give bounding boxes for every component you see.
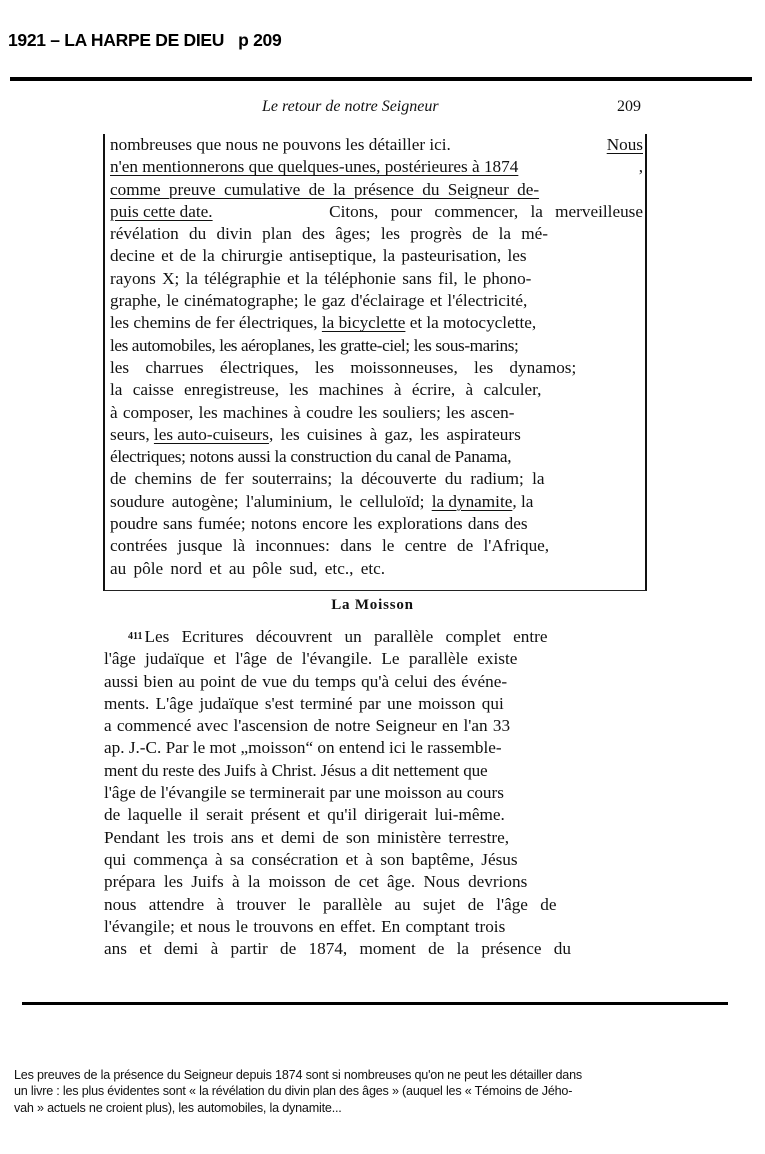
top-divider (10, 77, 752, 81)
text-span: soudure autogène; l'aluminium, le celluloïd; (110, 491, 432, 511)
text-span: contrées jusque là inconnues: dans le centre de l'Afrique, (110, 536, 550, 556)
text-line (104, 804, 639, 826)
underlined-text: Nous (606, 135, 643, 154)
text-span: l'évangile; et nous le trouvons en effet. En comptant trois (104, 916, 506, 936)
text-span: au pôle nord et au pôle sud, etc., etc. (110, 558, 386, 578)
text-line (110, 245, 643, 267)
page-number: 209 (617, 98, 641, 115)
text-span: et la motocyclette, (405, 313, 537, 333)
editorial-footnote (14, 1067, 744, 1116)
text-span: nombreuses que nous ne pouvons les détailler ici. (110, 135, 451, 154)
text-line (110, 446, 643, 468)
text-line (110, 535, 643, 557)
underlined-text: les auto-cuiseurs (153, 424, 269, 444)
bottom-divider (22, 1002, 728, 1005)
text-line (104, 737, 639, 759)
text-line (104, 782, 639, 804)
text-span: , les cuisines à gaz, les aspirateurs (268, 424, 521, 444)
text-span: a commencé avec l'ascension de notre Seigneur en l'an 33 (104, 716, 511, 736)
text-line (110, 513, 643, 535)
section-title (0, 597, 765, 614)
text-line (110, 402, 643, 424)
text-span: ment du reste des Juifs à Christ. Jésus a dit nettement que (104, 760, 488, 780)
text-line (110, 179, 643, 201)
text-span: ap. J.-C. Par le mot „moisson“ on entend ici le rassemble- (104, 738, 502, 758)
text-line (104, 871, 639, 893)
header-page-ref: p 209 (238, 30, 282, 50)
text-span: ments. L'âge judaïque s'est terminé par une moisson qui (104, 693, 504, 713)
underlined-text: n'en mentionnerons que quelques-unes, postérieures à 1874 (110, 157, 519, 177)
text-span: les automobiles, les aéroplanes, les gratte-ciel; les sous-marins; (110, 335, 519, 355)
text-span: de laquelle il serait présent et qu'il dirigerait lui-même. (104, 805, 505, 825)
text-span: poudre sans fumée; notons encore les explorations dans des (110, 514, 528, 534)
text-span: prépara les Juifs à la moisson de cet âge. Nous devrions (104, 872, 528, 892)
text-span: ans et demi à partir de 1874, moment de la présence du (104, 939, 571, 959)
text-line (110, 424, 643, 446)
underlined-text: comme preuve cumulative de la présence du Seigneur de- (110, 179, 540, 199)
text-line (110, 468, 643, 490)
text-span: à composer, les machines à coudre les souliers; les ascen- (110, 402, 515, 422)
text-line (110, 357, 643, 379)
body-paragraph (104, 626, 639, 960)
footnote-line: Les preuves de la présence du Seigneur depuis 1874 sont si nombreuses qu'on ne peut les détailler dans (14, 1068, 583, 1082)
header-title: 1921 – LA HARPE DE DIEU (8, 30, 225, 50)
text-span: les chemins de fer électriques, (110, 313, 322, 333)
underlined-text: la dynamite (431, 491, 513, 511)
text-line (110, 290, 643, 312)
text-line (110, 558, 643, 580)
text-line (104, 715, 639, 737)
footnote-line: vah » actuels ne croient plus), les automobiles, la dynamite... (14, 1100, 342, 1115)
text-span: électriques; notons aussi la construction du canal de Panama, (110, 447, 512, 467)
text-line (104, 894, 639, 916)
text-line (110, 268, 643, 290)
text-line (104, 626, 639, 648)
text-span: l'âge judaïque et l'âge de l'évangile. Le parallèle existe (104, 649, 518, 669)
text-span: seurs, (110, 424, 154, 444)
text-line (110, 201, 643, 223)
text-line (104, 916, 639, 938)
text-line (104, 760, 639, 782)
text-span: qui commença à sa consécration et à son baptême, Jésus (104, 849, 518, 869)
text-span: la caisse enregistreuse, les machines à écrire, à calculer, (110, 380, 542, 400)
text-line (104, 648, 639, 670)
text-line (110, 156, 643, 178)
text-line (110, 491, 643, 513)
text-line (110, 335, 643, 357)
text-line (110, 134, 643, 156)
running-head: Le retour de notre Seigneur (262, 98, 439, 115)
text-line (110, 223, 643, 245)
boxed-passage (110, 134, 643, 580)
text-span: aussi bien au point de vue du temps qu'à celui des événe- (104, 671, 508, 691)
text-line (104, 849, 639, 871)
text-span: , (638, 157, 643, 177)
text-line (104, 938, 639, 960)
text-span: graphe, le cinématographe; le gaz d'éclairage et l'électricité, (110, 291, 528, 311)
text-span: Citons, pour commencer, la merveilleuse (329, 201, 643, 221)
text-line (104, 671, 639, 693)
text-span: Les Ecritures découvrent un parallèle complet entre (144, 627, 548, 646)
text-line (104, 693, 639, 715)
text-span: decine et de la chirurgie antiseptique, la pasteurisation, les (110, 246, 527, 266)
text-line (104, 827, 639, 849)
section-title-text: La Moisson (331, 597, 414, 613)
underlined-text: puis cette date. (110, 201, 213, 221)
text-span: , la (512, 491, 534, 511)
text-span: rayons X; la télégraphie et la téléphonie sans fil, le phono- (110, 268, 532, 288)
text-span: nous attendre à trouver le parallèle au sujet de l'âge de (104, 894, 557, 914)
text-span: révélation du divin plan des âges; les progrès de la mé- (110, 224, 549, 244)
text-span: l'âge de l'évangile se terminerait par une moisson au cours (104, 783, 504, 803)
text-span: de chemins de fer souterrains; la découverte du radium; la (110, 469, 545, 489)
text-span: Pendant les trois ans et demi de son ministère terrestre, (104, 827, 510, 847)
text-line (110, 379, 643, 401)
footnote-line: un livre : les plus évidentes sont « la révélation du divin plan des âges » (auquel les « Témoins de Jého- (14, 1084, 573, 1099)
text-span: les charrues électriques, les moissonneuses, les dynamos; (110, 357, 577, 377)
text-line (110, 312, 643, 334)
paragraph-number: 411 (128, 631, 143, 642)
underlined-text: la bicyclette (321, 313, 406, 333)
document-header (8, 30, 281, 51)
